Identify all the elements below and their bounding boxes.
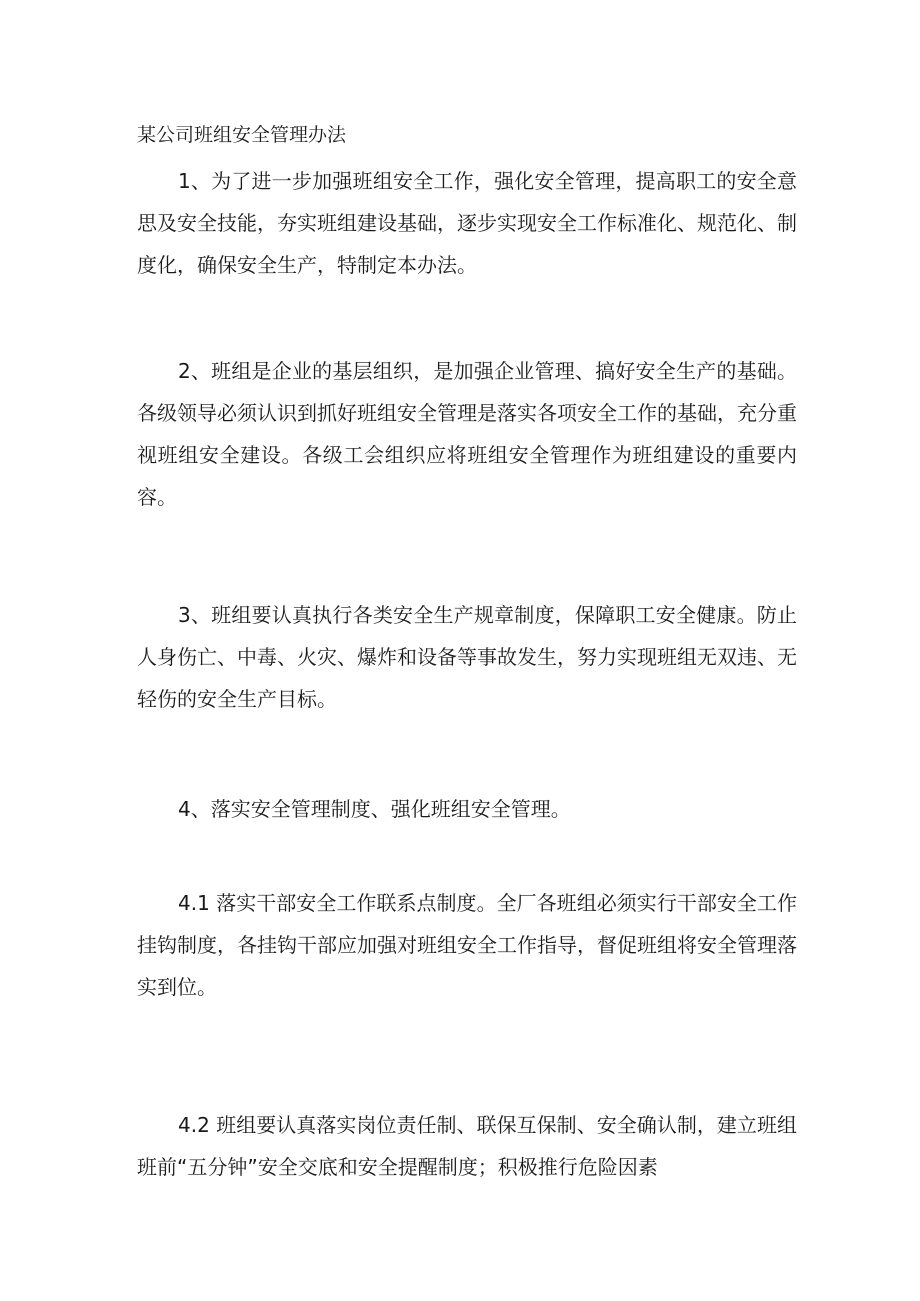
document-title: 某公司班组安全管理办法 (137, 124, 347, 146)
paragraph-3: 3、班组要认真执行各类安全生产规章制度，保障职工安全健康。防止人身伤亡、中毒、火灾、爆炸和设备等事故发生，努力实现班组无双违、无轻伤的安全生产目标。 (137, 603, 797, 711)
paragraph-4-1: 4.1 落实干部安全工作联系点制度。全厂各班组必须实行干部安全工作挂钩制度，各挂钩干部应加强对班组安全工作指导，督促班组将安全管理落实到位。 (137, 891, 797, 999)
paragraph-4: 4、落实安全管理制度、强化班组安全管理。 (178, 797, 571, 821)
paragraph-2: 2、班组是企业的基层组织，是加强企业管理、搞好安全生产的基础。各级领导必须认识到抓好班组安全管理是落实各项安全工作的基础，充分重视班组安全建设。各级工会组织应将班组安全管理作为班组建设的重要内容。 (137, 359, 797, 509)
paragraph-1: 1、为了进一步加强班组安全工作，强化安全管理，提高职工的安全意思及安全技能，夯实班组建设基础，逐步实现安全工作标准化、规范化、制度化，确保安全生产，特制定本办法。 (137, 169, 797, 277)
paragraph-4-2: 4.2 班组要认真落实岗位责任制、联保互保制、安全确认制，建立班组班前“五分钟”安全交底和安全提醒制度；积极推行危险因素 (137, 1113, 797, 1179)
